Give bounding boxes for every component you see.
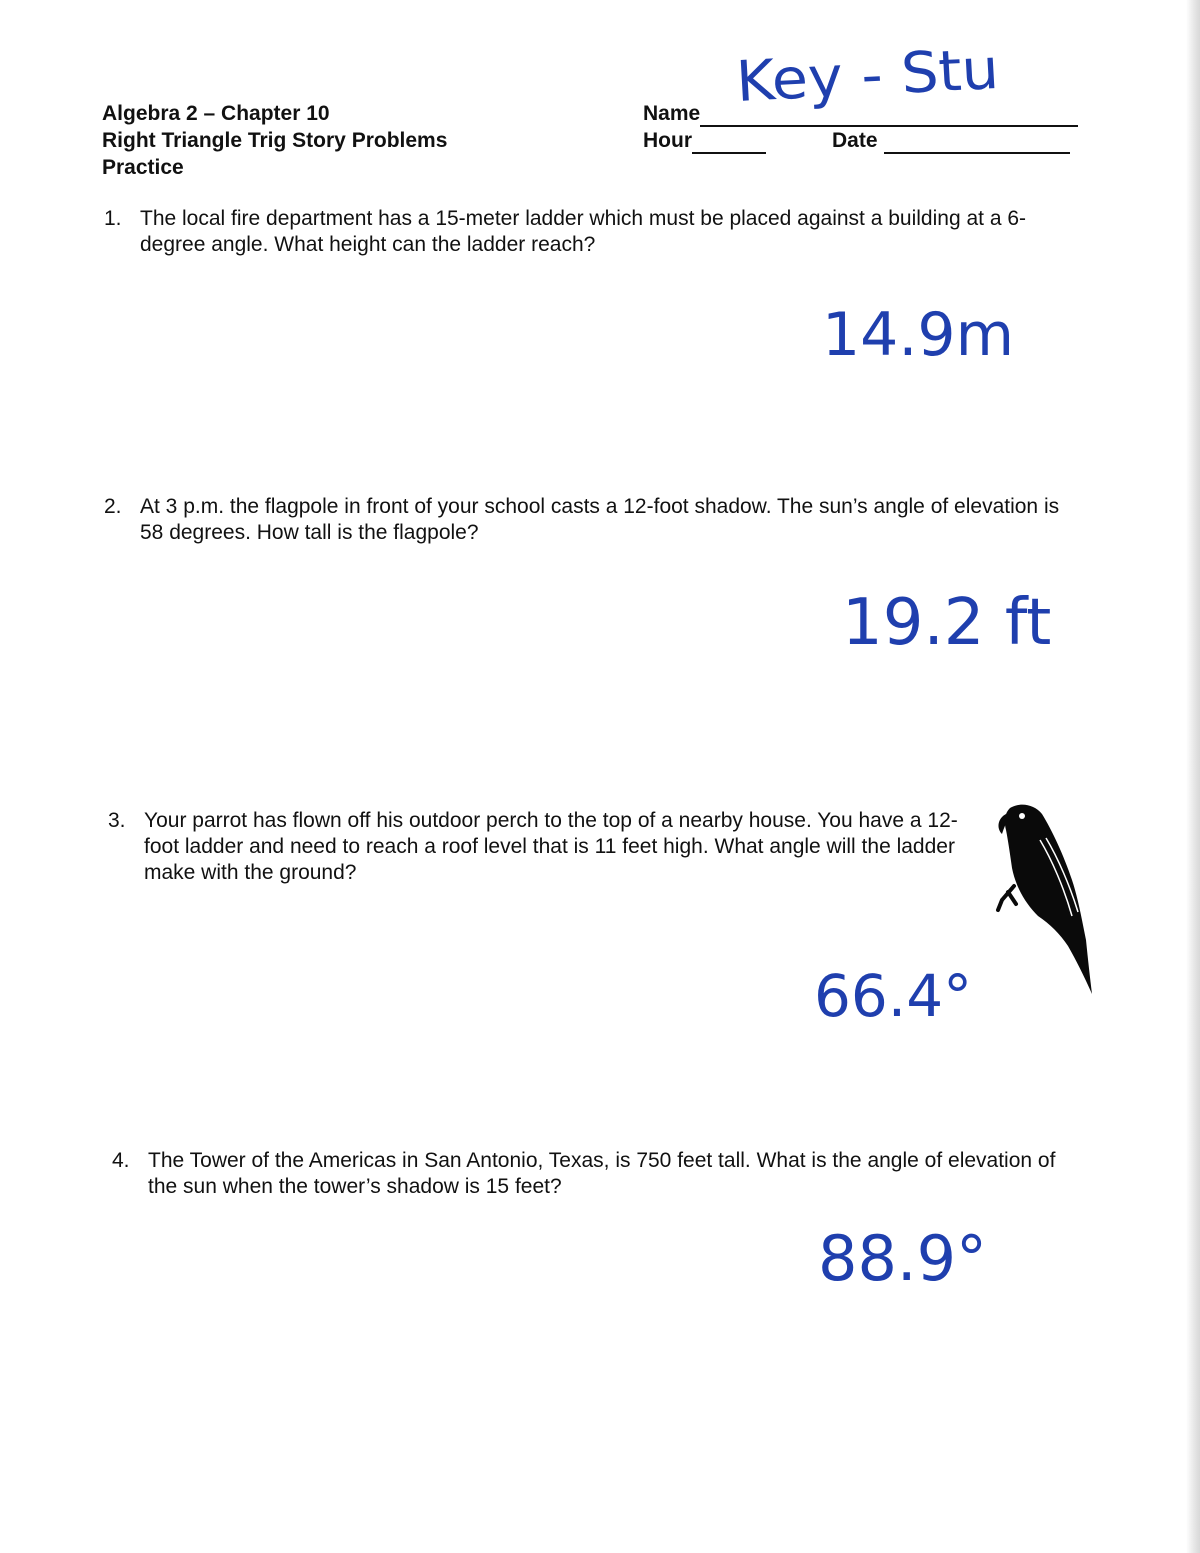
parrot-icon [992, 800, 1096, 996]
course-title: Algebra 2 – Chapter 10 [102, 102, 330, 125]
topic-title: Right Triangle Trig Story Problems [102, 129, 448, 152]
question-number: 3. [108, 809, 126, 832]
question-text: The Tower of the Americas in San Antonio, Texas, is 750 feet tall. What is the angle of elevation of the sun when the tower’s shadow is 15 feet? [148, 1149, 1056, 1198]
question-4 [112, 1148, 1072, 1200]
answer-3: 66.4° [814, 962, 973, 1030]
hour-label: Hour [643, 129, 692, 152]
question-number: 4. [112, 1149, 130, 1172]
date-blank[interactable] [884, 132, 1070, 154]
handwritten-name: Key - Stu [734, 36, 1001, 115]
subtitle: Practice [102, 156, 184, 179]
date-label: Date [832, 129, 878, 152]
name-label: Name [643, 102, 701, 125]
question-text: The local fire department has a 15-meter ladder which must be placed against a building at a 6-degree angle. What height can the ladder reach? [140, 207, 1026, 256]
question-text: Your parrot has flown off his outdoor perch to the top of a nearby house. You have a 12-foot ladder and need to reach a roof level that is 11 feet high. What angle will the ladder make with the ground? [144, 809, 958, 884]
scan-edge [1186, 0, 1200, 1553]
answer-4: 88.9° [818, 1222, 988, 1295]
question-3 [108, 808, 978, 886]
hour-blank[interactable] [692, 132, 766, 154]
question-text: At 3 p.m. the flagpole in front of your school casts a 12-foot shadow. The sun’s angle of elevation is 58 degrees. How tall is the flagpole? [140, 495, 1060, 544]
question-number: 2. [104, 495, 122, 518]
question-1 [104, 206, 1064, 258]
question-number: 1. [104, 207, 122, 230]
worksheet-title-block [102, 100, 447, 181]
answer-2: 19.2 ft [842, 586, 1052, 660]
question-2 [104, 494, 1064, 546]
answer-1: 14.9m [822, 300, 1015, 370]
hour-date-row [643, 127, 1078, 154]
